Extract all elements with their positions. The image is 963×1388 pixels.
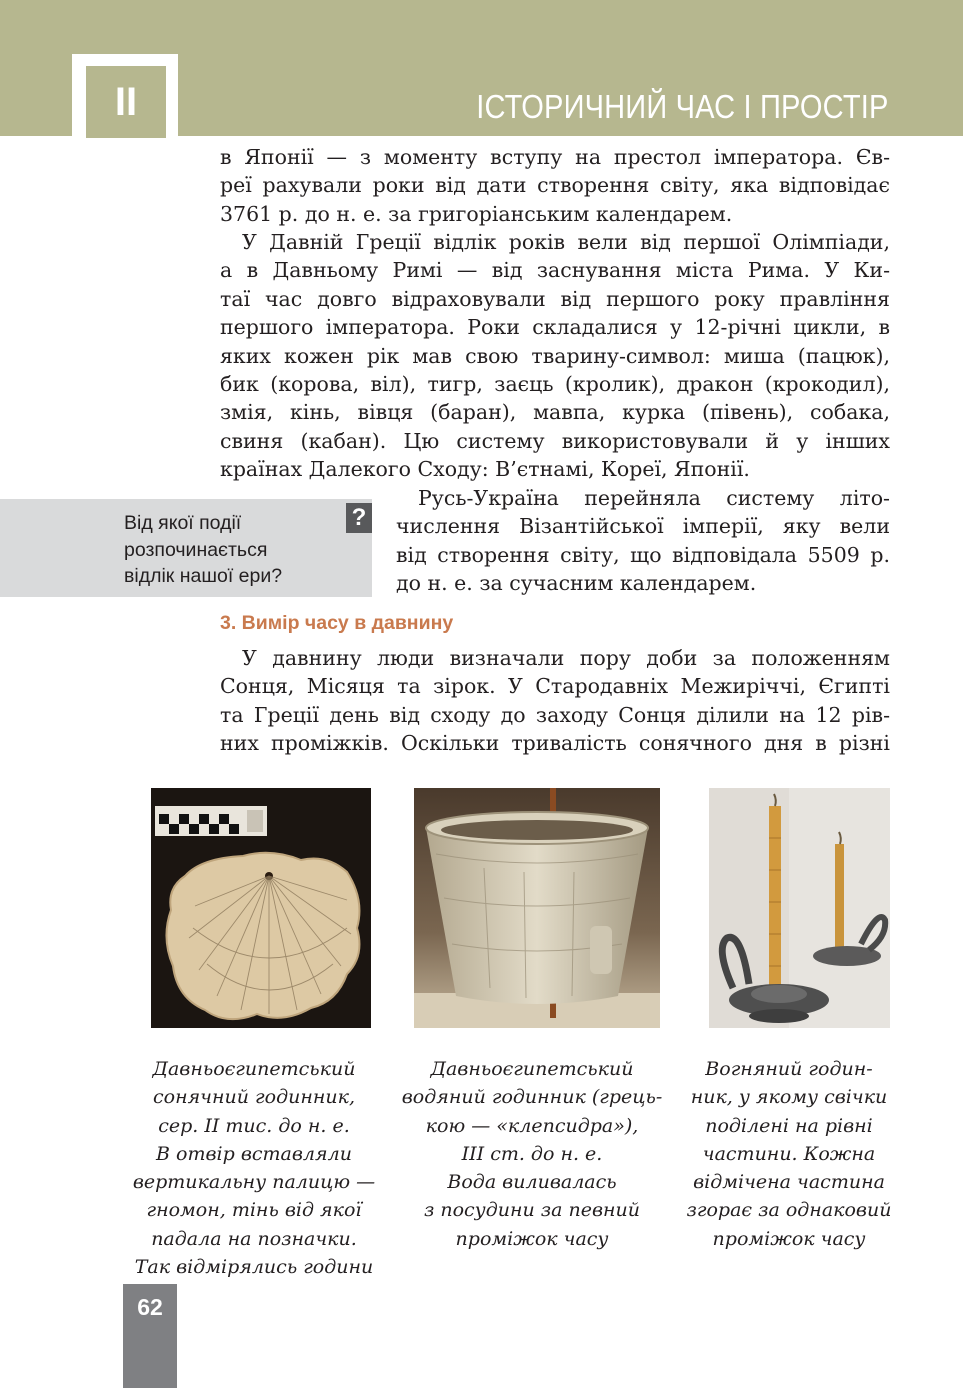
caption-line: Так відмірялись години [134, 1256, 374, 1279]
text-line: них проміжків. Оскільки тривалість сонячного дня в різні [220, 731, 890, 756]
sundial-photo [151, 788, 371, 1028]
caption-line: сонячний годинник, [153, 1086, 355, 1109]
water-clock-image [414, 788, 660, 1028]
text-line: числення Візантійської імперії, яку вели [396, 514, 890, 539]
text-line: в Японії — з моменту вступу на престол імператора. Єв- [220, 145, 890, 169]
caption-line: падала на позначки. [151, 1227, 357, 1250]
caption-line: проміжок часу [455, 1227, 609, 1250]
question-line: Від якої події [124, 512, 242, 534]
caption-line: водяний годинник (грець- [401, 1086, 663, 1109]
text-line: У давнину люди визначали пору доби за положенням [242, 646, 890, 670]
paragraph-4 [220, 644, 890, 758]
caption-line: Вогняний годин- [705, 1058, 873, 1080]
text-line: від створення світу, що відповідала 5509 р. [396, 542, 890, 567]
sundial-image [151, 788, 371, 1028]
text-line: а в Давньому Римі — від заснування міста Рима. У Ки- [220, 258, 890, 283]
text-line: змія, кінь, вівця (баран), мавпа, курка (півень), собака, [220, 400, 890, 425]
caption-sundial [126, 1055, 382, 1281]
question-line: розпочинається [124, 538, 268, 561]
caption-line: III ст. до н. е. [461, 1142, 603, 1165]
text-line: країнах Далекого Сходу: В’єтнамі, Кореї, Японії. [220, 457, 750, 482]
paragraph-2 [220, 228, 890, 484]
caption-line: поділені на рівні [705, 1114, 873, 1137]
caption-candle-clock [684, 1055, 894, 1253]
caption-line: В отвір вставляли [156, 1142, 352, 1165]
paragraph-1 [220, 143, 890, 228]
caption-line: Давньоєгипетський [430, 1058, 634, 1080]
caption-water-clock [397, 1055, 667, 1253]
caption-line: вертикальну палицю — [132, 1171, 376, 1194]
caption-line: сер. II тис. до н. е. [158, 1114, 350, 1137]
question-text [124, 510, 354, 590]
text-line: яких кожен рік мав свою тварину-символ: миша (пацюк), [220, 343, 890, 368]
chapter-number: II [86, 66, 166, 138]
caption-line: кою — «клепсидра»), [425, 1114, 639, 1137]
caption-line: гномон, тінь від якої [146, 1199, 362, 1222]
caption-line: Давньоєгипетський [152, 1058, 356, 1080]
text-line: до н. е. за сучасним календарем. [396, 571, 757, 596]
caption-line: згорає за однаковий [686, 1199, 892, 1222]
text-line: Русь-Україна перейняла систему літо- [418, 486, 890, 510]
text-line: бик (корова, віл), тигр, заєць (кролик), дракон (крокодил), [220, 372, 890, 397]
caption-line: з посудини за певний [423, 1199, 641, 1222]
caption-line: проміжок часу [712, 1227, 866, 1250]
caption-line: ник, у якому свічки [690, 1086, 888, 1109]
question-line: відлік нашої ери? [124, 565, 283, 587]
page-number: 62 [137, 1294, 163, 1320]
caption-line: частини. Кожна [702, 1142, 876, 1165]
candle-clock-photo [709, 788, 890, 1028]
text-line: Сонця, Місяця та зірок. У Стародавніх Межиріччі, Єгипті [220, 674, 890, 699]
text-line: 3761 р. до н. е. за григоріанським календарем. [220, 201, 733, 226]
text-line: свиня (кабан). Цю систему використовували й у інших [220, 428, 890, 453]
chapter-title: ІСТОРИЧНИЙ ЧАС І ПРОСТІР [476, 88, 889, 125]
caption-line: відмічена частина [693, 1171, 885, 1194]
section-title: 3. Вимір часу в давнину [220, 612, 454, 634]
text-line: реї рахували роки від дати створення світу, яка відповідає [220, 173, 890, 198]
text-line: першого імператора. Роки складалися у 12-річні цикли, в [220, 315, 890, 340]
question-mark-icon: ? [346, 503, 372, 533]
candle-clock-image [709, 788, 890, 1028]
water-clock-photo [414, 788, 660, 1028]
text-line: таї час довго відраховували від першого року правління [220, 286, 890, 311]
text-line: та Греції день від сходу до заходу Сонця ділили на 12 рів- [220, 702, 890, 727]
caption-line: Вода виливалась [447, 1171, 617, 1194]
text-line: У Давній Греції відлік років вели від першої Олімпіади, [242, 230, 890, 254]
paragraph-3 [396, 484, 890, 598]
